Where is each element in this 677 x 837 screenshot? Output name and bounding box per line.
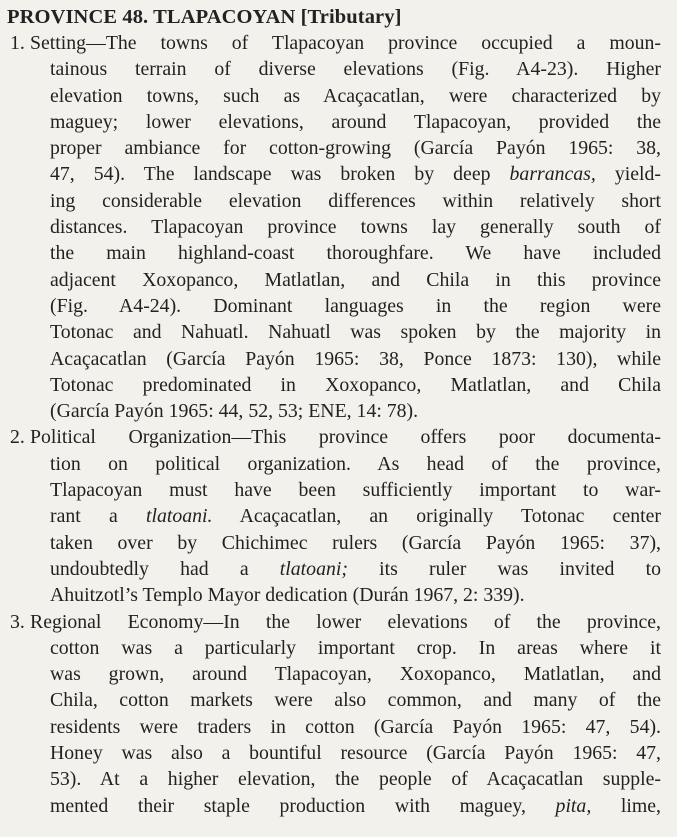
- text-line: tion on political organization. As head of the province,: [50, 452, 661, 475]
- section-setting: [7, 30, 661, 424]
- section-number: 3.: [10, 610, 25, 633]
- text-line: Regional Economy—In the lower elevations of the province,: [30, 610, 661, 633]
- text-line: rant a tlatoani. Acaçacatlan, an originally Totonac center: [50, 505, 661, 528]
- section-number: 1.: [10, 32, 25, 54]
- text-line: residents were traders in cotton (García Payón 1965: 47, 54).: [50, 715, 661, 738]
- text-line: (García Payón 1965: 44, 52, 53; ENE, 14: 78).: [50, 400, 419, 423]
- section-number: 2.: [10, 426, 25, 449]
- text-line: adjacent Xoxopanco, Matlatlan, and Chila in this province: [50, 268, 661, 291]
- text-line: Ahuitzotl’s Templo Mayor dedication (Durán 1967, 2: 339).: [50, 584, 525, 607]
- text-line: undoubtedly had a tlatoani; its ruler was invited to: [50, 557, 661, 580]
- text-line: mented their staple production with maguey, pita, lime,: [50, 794, 661, 817]
- section-regional-economy: [7, 609, 661, 819]
- text-line: Honey was also a bountiful resource (García Payón 1965: 47,: [50, 742, 661, 765]
- text-line: Acaçacatlan (García Payón 1965: 38, Ponce 1873: 130), while: [50, 347, 661, 370]
- text-line: (Fig. A4-24). Dominant languages in the region were: [50, 294, 661, 317]
- section-political-organization: [7, 424, 661, 608]
- text-line: Setting—The towns of Tlapacoyan province occupied a moun-: [30, 32, 661, 54]
- text-line: Chila, cotton markets were also common, and many of the: [50, 689, 661, 712]
- text-line: Political Organization—This province offers poor documenta-: [30, 426, 661, 449]
- text-line: Totonac predominated in Xoxopanco, Matlatlan, and Chila: [50, 373, 661, 396]
- text-line: proper ambiance for cotton-growing (García Payón 1965: 38,: [50, 137, 661, 160]
- text-line: the main highland-coast thoroughfare. We have included: [50, 242, 661, 265]
- text-line: cotton was a particularly important crop. In areas where it: [50, 636, 661, 659]
- text-line: ing considerable elevation differences within relatively short: [50, 189, 661, 212]
- text-line: was grown, around Tlapacoyan, Xoxopanco, Matlatlan, and: [50, 663, 661, 686]
- text-line: Tlapacoyan must have been sufficiently important to war-: [50, 479, 661, 502]
- text-line: tainous terrain of diverse elevations (Fig. A4-23). Higher: [50, 58, 661, 81]
- text-line: Totonac and Nahuatl. Nahuatl was spoken by the majority in: [50, 321, 661, 344]
- text-line: taken over by Chichimec rulers (García Payón 1965: 37),: [50, 531, 661, 554]
- text-line: distances. Tlapacoyan province towns lay generally south of: [50, 216, 661, 239]
- text-line: maguey; lower elevations, around Tlapacoyan, provided the: [50, 110, 661, 133]
- province-heading: PROVINCE 48. TLAPACOYAN [Tributary]: [7, 6, 402, 28]
- text-line: elevation towns, such as Acaçacatlan, were characterized by: [50, 84, 661, 107]
- text-line: 53). At a higher elevation, the people of Acaçacatlan supple-: [50, 768, 661, 791]
- text-line: 47, 54). The landscape was broken by deep barrancas, yield-: [50, 163, 661, 186]
